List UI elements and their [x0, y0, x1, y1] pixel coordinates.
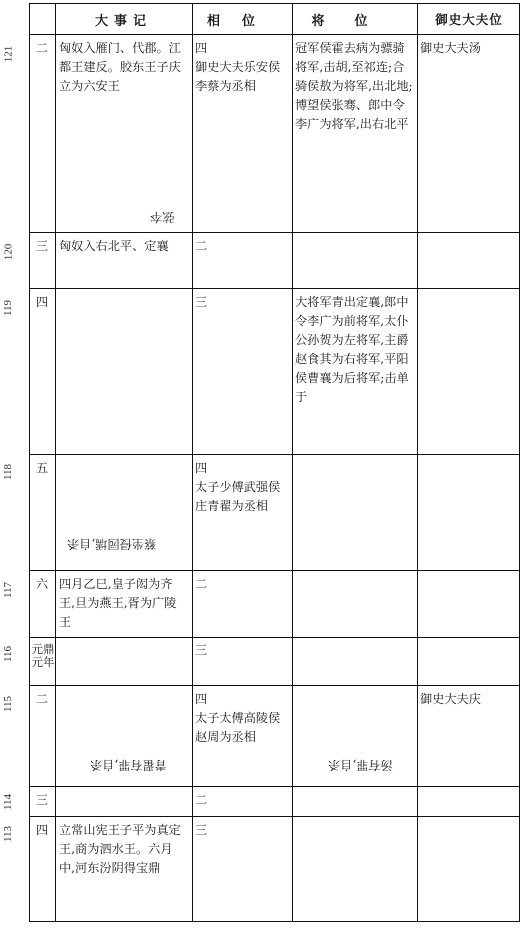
row-number: 六: [35, 577, 49, 591]
censor-cell: 御史大夫庆: [420, 692, 481, 706]
chancellor-cell: 四 太子少傅武强侯庄青翟为丞相: [195, 461, 281, 513]
chancellor-cell: 二: [195, 793, 208, 807]
year-label: 114: [2, 793, 15, 811]
row-number: 三: [35, 793, 49, 807]
row-number: 四: [35, 823, 49, 837]
event-cell-inverted: 弦夲: [150, 210, 175, 224]
header-generals: 将位: [311, 13, 398, 29]
year-label: 117: [2, 581, 15, 599]
header-chancellor: 相位: [206, 13, 277, 29]
header-events: 大事记: [94, 13, 152, 29]
event-cell: 立常山宪王子平为真定王,商为泗水王。六月中,河东汾阴得宝鼎: [59, 823, 181, 875]
year-label: 118: [2, 463, 15, 481]
year-label: 113: [2, 825, 15, 843]
generals-cell-inverted: 汤有罪,自杀: [328, 758, 393, 772]
event-cell: 匈奴入右北平、定襄: [59, 239, 169, 253]
chancellor-cell: 四 御史大夫乐安侯李蔡为丞相: [195, 41, 281, 93]
year-label: 120: [2, 243, 15, 261]
generals-cell: 冠军侯霍去病为骠骑将军,击胡,至祁连;合骑侯敖为将军,出北地;博望侯张骞、郎中令李广为将军,出右北平: [295, 41, 413, 131]
event-cell-inverted: 青翟有罪,自杀: [90, 758, 167, 772]
row-number: 二: [35, 692, 49, 706]
generals-cell: 大将军青出定襄,郎中令李广为前将军,太仆公孙贺为左将军,主爵赵食其为右将军,平阳侯曹襄为后将军;击单于: [295, 295, 409, 404]
chancellor-cell: 三: [195, 643, 208, 657]
event-cell: 四月乙巳,皇子闳为齐王,旦为燕王,胥为广陵王: [59, 577, 177, 629]
row-number: 五: [35, 461, 49, 475]
row-number: 三: [35, 239, 49, 253]
row-number: 四: [35, 295, 49, 309]
row-number: 二: [35, 41, 49, 55]
year-label: 119: [2, 299, 15, 317]
year-label: 115: [2, 695, 15, 713]
event-cell: 匈奴入雁门、代郡。江都王建反。胶东王子庆立为六安王: [59, 41, 181, 93]
chancellor-cell: 三: [195, 823, 208, 837]
year-label: 116: [2, 645, 15, 663]
event-cell-inverted: 蔡坐侵园壖,自杀: [67, 537, 157, 551]
censor-cell: 御史大夫汤: [420, 41, 481, 55]
chancellor-cell: 二: [195, 239, 208, 253]
year-label: 121: [2, 45, 15, 63]
row-number: 元鼎元年: [31, 642, 55, 669]
chancellor-cell: 四 太子太傅高陵侯赵周为丞相: [195, 692, 281, 744]
chancellor-cell: 二: [195, 577, 208, 591]
chancellor-cell: 三: [195, 295, 208, 309]
header-censor: 御史大夫位: [435, 12, 503, 27]
